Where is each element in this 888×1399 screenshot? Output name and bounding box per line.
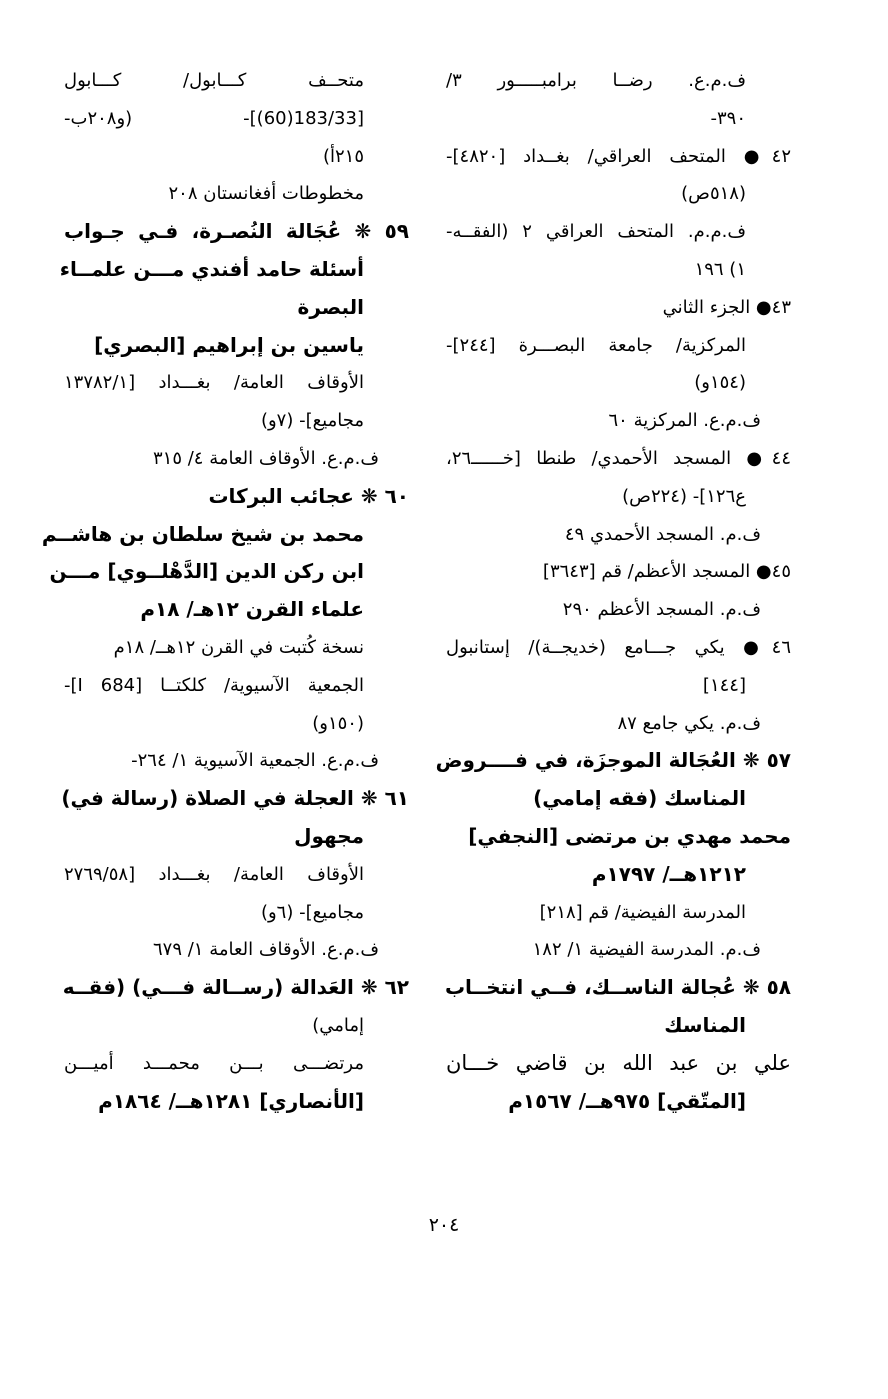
text-line: ف.م.ع. المركزية ٦٠ — [608, 410, 761, 432]
text-line: أسئلة حامد أفندي مـــن علمــاء — [59, 256, 364, 281]
text-line: ع١٢٦]- (٢٢٤ص) — [622, 485, 746, 507]
text-line: ٥٨ ❋ عُجالة الناســك، فــي انتخــاب — [444, 975, 791, 1000]
left-column — [41, 62, 409, 1120]
text-line: ٥٧ ❋ العُجَالة الموجزَة، في فــــروض — [435, 748, 791, 773]
text-line: (١٥٠و) — [312, 712, 364, 734]
text-line: ابن ركن الدين [الدَّهْلــوي] مـــن — [49, 559, 364, 584]
text-line: ٦٠ ❋ عجائب البركات — [208, 483, 409, 508]
text-line: المناسك — [664, 1012, 746, 1037]
page-number: ٢٠٤ — [428, 1214, 460, 1236]
text-line: المدرسة الفيضية/ قم [٢١٨] — [539, 901, 746, 923]
text-line: ٤٣● الجزء الثاني — [662, 296, 791, 318]
text-line: ١٢١٢هــ/ ١٧٩٧م — [591, 861, 746, 886]
text-line: ٤٤● المسجد الأحمدي/ طنطا [خــــــ٢٦، — [446, 447, 791, 469]
text-line: الأوقاف العامة/ بغـــداد [٢٧٦٩/٥٨ — [64, 863, 364, 885]
text-line: الأوقاف العامة/ بغـــداد [١٣٧٨٢/١ — [64, 372, 364, 394]
text-line: ف.م.ع. رضــا برامبـــــور ٣/ — [446, 70, 746, 91]
text-line: إمامي) — [312, 1014, 364, 1036]
text-line: مجاميع]- (٧و) — [260, 410, 364, 432]
text-line: ف.م. يكي جامع ٨٧ — [617, 712, 761, 734]
text-line: ف.م. المدرسة الفيضية ١/ ١٨٢ — [532, 939, 761, 961]
text-line: ٣٩٠- — [710, 107, 746, 129]
text-line: ٤٥● المسجد الأعظم/ قم [٣٦٤٣] — [542, 561, 791, 583]
text-line: المناسك (فقه إمامي) — [533, 786, 746, 811]
text-line: نسخة كُتبت في القرن ١٢هــ/ ١٨م — [113, 636, 364, 658]
right-column — [435, 62, 791, 1120]
text-line: البصرة — [297, 294, 364, 319]
text-line: ٢١٥أ) — [322, 145, 364, 167]
text-line: مجاميع]- (٦و) — [260, 901, 364, 923]
text-line: المركزية/ جامعة البصـــرة [٢٤٤]- — [446, 334, 746, 356]
text-line: الجمعية الآسيوية/ كلكتــا [684 I]- — [64, 674, 364, 696]
text-line: ف.م.ع. الأوقاف العامة ٤/ ٣١٥ — [152, 447, 379, 469]
text-line: [183/33(60)]- (و٢٠٨ب- — [64, 107, 364, 129]
text-line: علماء القرن ١٢هـ/ ١٨م — [140, 597, 364, 622]
text-line: علي بن عبد الله بن قاضي خـــان — [446, 1050, 791, 1075]
text-line: ٦٢ ❋ العَدالة (رســالة فـــي) (فقــه — [62, 975, 409, 1000]
text-line: مخطوطات أفغانستان ٢٠٨ — [168, 183, 364, 205]
text-line: ف.م.ع. الجمعية الآسيوية ١/ ٢٦٤- — [131, 750, 379, 772]
text-line: [١٤٤] — [702, 674, 746, 696]
text-line: ف.م.ع. الأوقاف العامة ١/ ٦٧٩ — [152, 939, 379, 961]
text-line: ف.م. المسجد الأعظم ٢٩٠ — [562, 599, 761, 621]
text-line: ٤٢● المتحف العراقي/ بغــداد [٤٨٢٠]- — [446, 145, 791, 167]
text-line: (٥١٨ص) — [681, 183, 746, 205]
text-line: [الأنصاري] ١٢٨١هــ/ ١٨٦٤م — [98, 1088, 364, 1113]
text-line: محمد بن شيخ سلطان بن هاشــم — [41, 521, 364, 546]
text-line: (١٥٤و) — [694, 372, 746, 394]
text-line: ٦١ ❋ العجلة في الصلاة (رسالة في) — [61, 786, 409, 811]
text-line: متحــف كـــابول/ كـــابول — [64, 70, 364, 91]
text-line: ف.م.م. المتحف العراقي ٢ (الفقــه- — [446, 221, 746, 243]
text-line: مرتضـــى بـــن محمـــد أميـــن — [64, 1052, 364, 1074]
text-line: محمد مهدي بن مرتضى [النجفي] — [468, 823, 791, 848]
text-line: ٤٦● يكي جـــامع (خديجــة)/ إستانبول — [446, 636, 791, 658]
text-line: ف.م. المسجد الأحمدي ٤٩ — [564, 523, 761, 545]
text-line: ياسين بن إبراهيم [البصري] — [94, 332, 364, 357]
text-line: ١) ١٩٦ — [694, 258, 746, 280]
text-line: مجهول — [294, 823, 364, 848]
text-line: [المتّقي] ٩٧٥هــ/ ١٥٦٧م — [508, 1088, 746, 1113]
text-line: ٥٩ ❋ عُجَالة النُصـرة، فـي جـواب — [64, 219, 409, 244]
